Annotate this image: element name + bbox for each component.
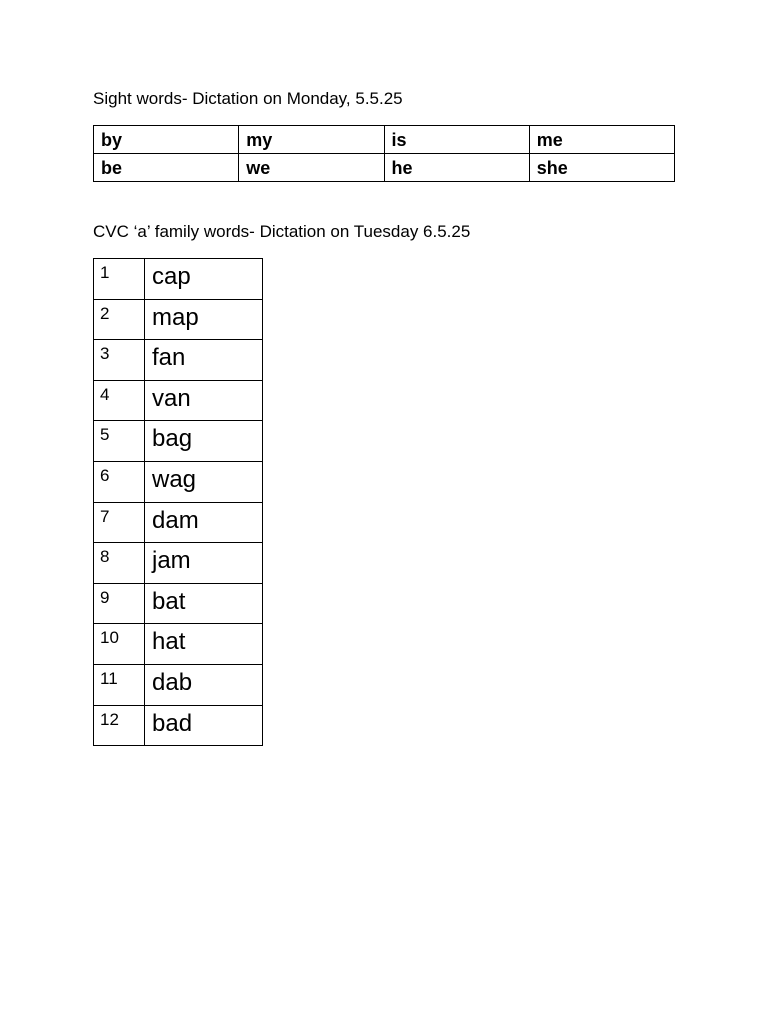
cvc-words-table (93, 258, 263, 746)
cvc-word: cap (145, 259, 263, 300)
table-row (94, 154, 675, 182)
row-number: 6 (94, 461, 145, 502)
table-row (94, 502, 263, 543)
row-number: 4 (94, 380, 145, 421)
row-number: 3 (94, 340, 145, 381)
row-number: 2 (94, 299, 145, 340)
table-row (94, 583, 263, 624)
table-row (94, 259, 263, 300)
row-number: 10 (94, 624, 145, 665)
row-number: 7 (94, 502, 145, 543)
table-row (94, 340, 263, 381)
table-row (94, 421, 263, 462)
cvc-word: map (145, 299, 263, 340)
row-number: 9 (94, 583, 145, 624)
cvc-word: dab (145, 664, 263, 705)
table-row (94, 543, 263, 584)
cvc-word: wag (145, 461, 263, 502)
table-cell: me (529, 126, 674, 154)
table-row (94, 624, 263, 665)
table-cell: my (239, 126, 384, 154)
cvc-word: hat (145, 624, 263, 665)
table-cell: she (529, 154, 674, 182)
table-row (94, 126, 675, 154)
cvc-words-heading: CVC ‘a’ family words- Dictation on Tuesday 6.5.25 (93, 222, 471, 241)
cvc-word: bad (145, 705, 263, 746)
table-row (94, 380, 263, 421)
row-number: 5 (94, 421, 145, 462)
table-cell: by (94, 126, 239, 154)
table-cell: we (239, 154, 384, 182)
table-row (94, 705, 263, 746)
cvc-word: fan (145, 340, 263, 381)
table-cell: is (384, 126, 529, 154)
table-row (94, 664, 263, 705)
row-number: 1 (94, 259, 145, 300)
table-cell: he (384, 154, 529, 182)
row-number: 12 (94, 705, 145, 746)
row-number: 8 (94, 543, 145, 584)
row-number: 11 (94, 664, 145, 705)
table-cell: be (94, 154, 239, 182)
cvc-word: bat (145, 583, 263, 624)
cvc-word: dam (145, 502, 263, 543)
cvc-word: van (145, 380, 263, 421)
sight-words-table (93, 125, 675, 182)
table-row (94, 461, 263, 502)
cvc-word: jam (145, 543, 263, 584)
table-row (94, 299, 263, 340)
sight-words-heading: Sight words- Dictation on Monday, 5.5.25 (93, 89, 403, 108)
cvc-word: bag (145, 421, 263, 462)
